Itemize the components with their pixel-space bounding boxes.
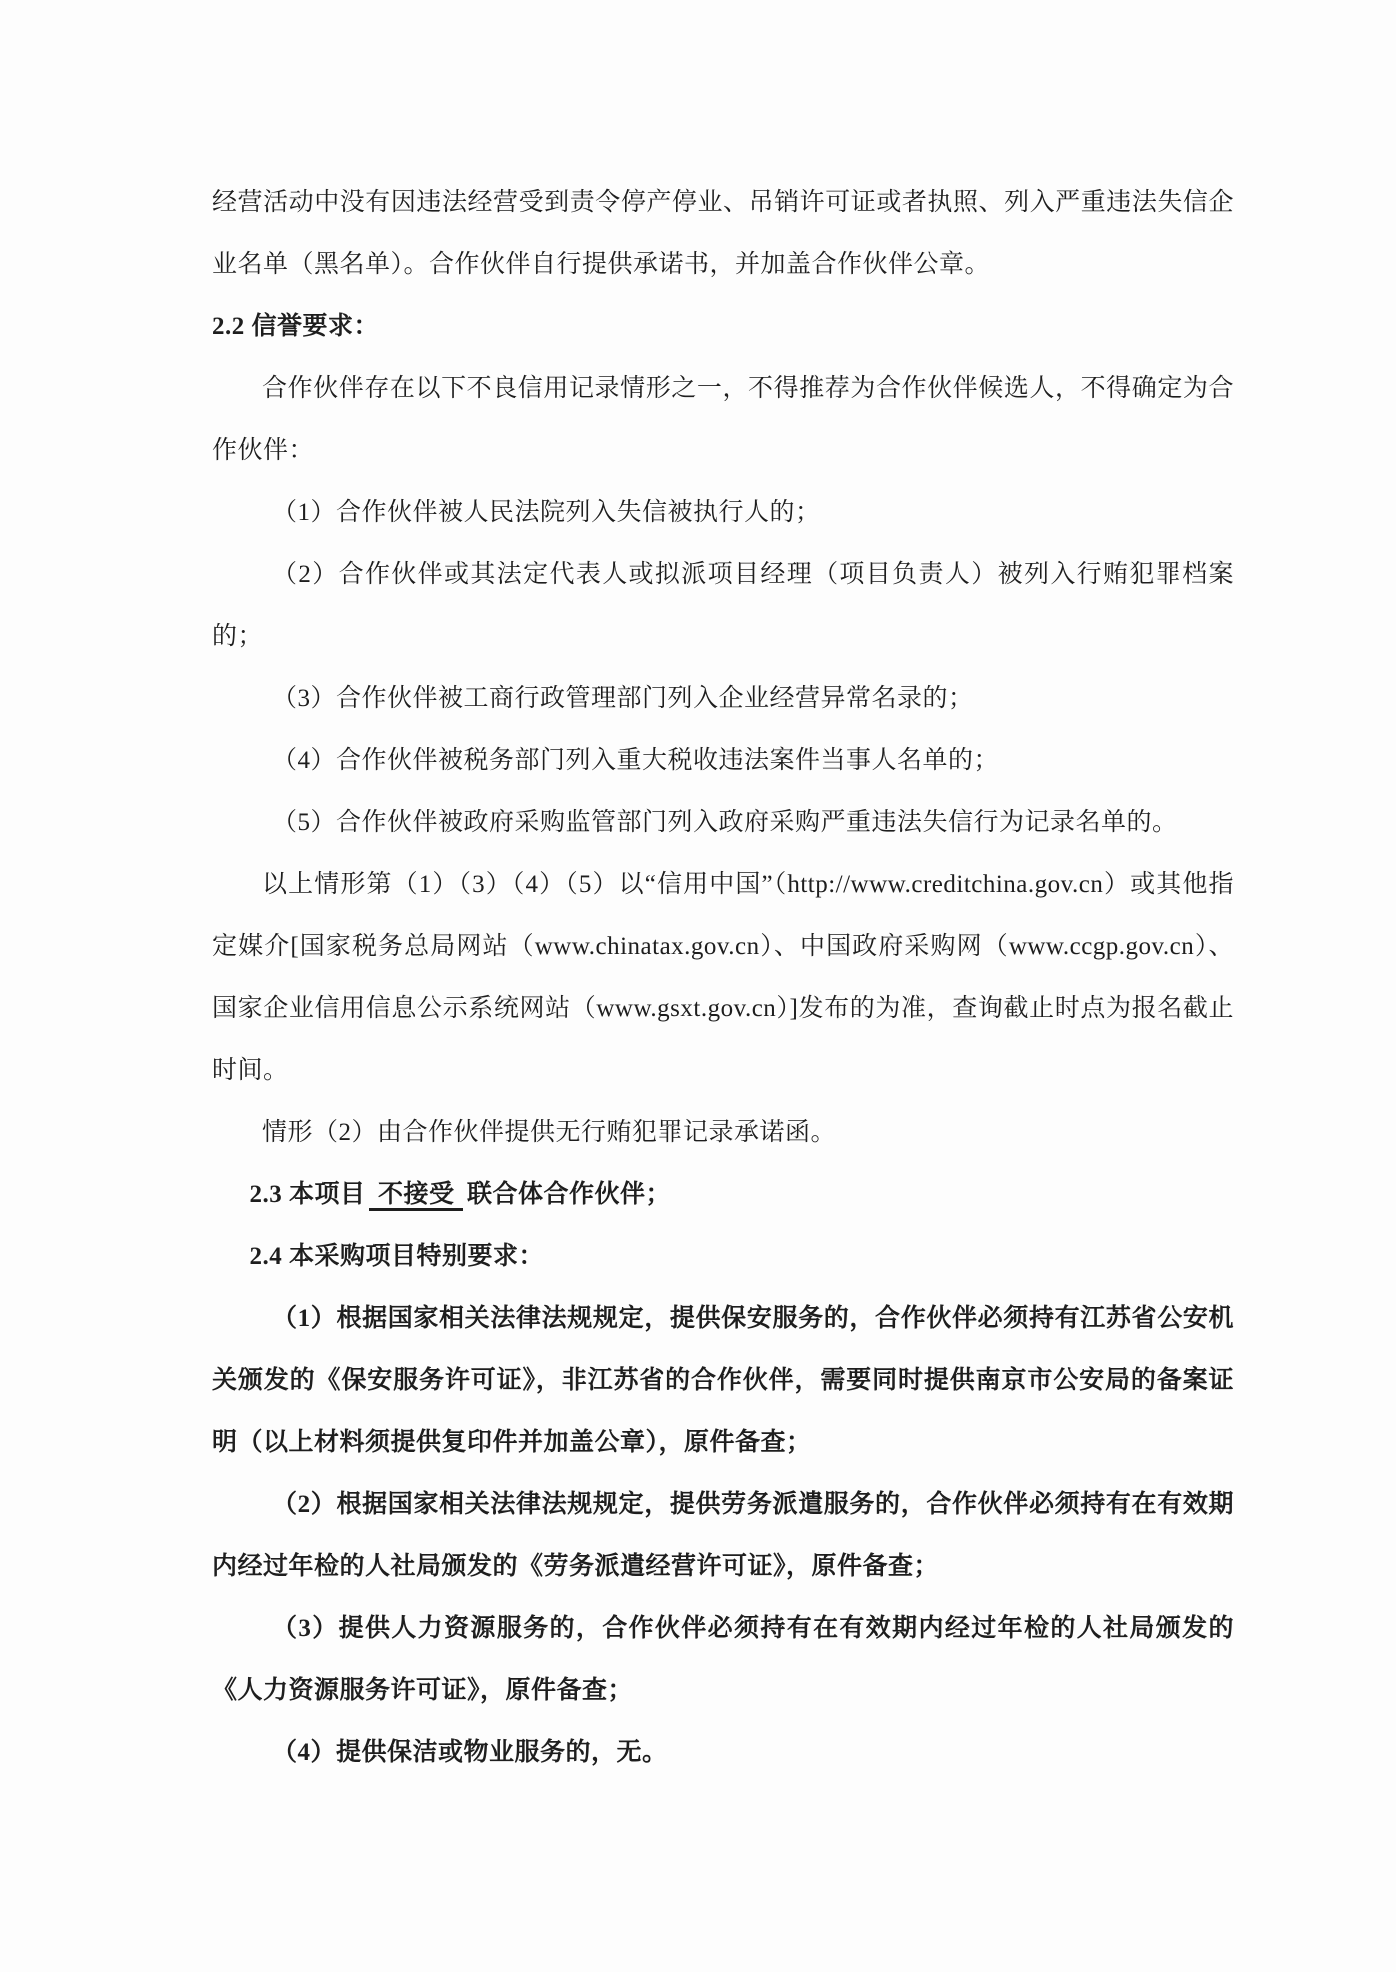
document-body (212, 172, 1234, 1784)
special-requirement-item-2: （2）根据国家相关法律法规规定，提供劳务派遣服务的，合作伙伴必须持有在有效期内经过年检的人社局颁发的《劳务派遣经营许可证》，原件备查； (212, 1491, 1234, 1580)
section-2-3-prefix: 2.3 本项目 (249, 1181, 366, 1208)
section-2-3-underlined-term: 不接受 (369, 1181, 463, 1211)
section-2-2-heading: 2.2 信誉要求： (212, 313, 380, 340)
special-requirement-item-3: （3）提供人力资源服务的，合作伙伴必须持有在有效期内经过年检的人社局颁发的《人力资源服务许可证》，原件备查； (212, 1615, 1234, 1704)
special-requirement-item-1: （1）根据国家相关法律法规规定，提供保安服务的，合作伙伴必须持有江苏省公安机关颁发的《保安服务许可证》，非江苏省的合作伙伴，需要同时提供南京市公安局的备案证明（以上材料须提供复印件并加盖公章），原件备查； (212, 1305, 1234, 1456)
section-2-4-heading: 2.4 本采购项目特别要求： (249, 1243, 545, 1270)
section-2-3-line (212, 1164, 1234, 1226)
credit-record-item-3: （3）合作伙伴被工商行政管理部门列入企业经营异常名录的； (272, 685, 974, 712)
verification-source-paragraph: 以上情形第（1）（3）（4）（5）以“信用中国”（http://www.creditchina.gov.cn）或其他指定媒介[国家税务总局网站（www.chinatax.gov.cn）、中国政府采购网（www.ccgp.gov.cn）、国家企业信用信息公示系统网站（www.gsxt.gov.cn）]发布的为准，查询截止时点为报名截止时间。 (212, 871, 1234, 1084)
credit-record-item-4: （4）合作伙伴被税务部门列入重大税收违法案件当事人名单的； (272, 747, 1000, 774)
section-2-3-suffix: 联合体合作伙伴； (467, 1181, 672, 1208)
credit-record-item-2: （2）合作伙伴或其法定代表人或拟派项目经理（项目负责人）被列入行贿犯罪档案的； (212, 561, 1234, 650)
credit-record-item-5: （5）合作伙伴被政府采购监管部门列入政府采购严重违法失信行为记录名单的。 (272, 809, 1178, 836)
case-2-note: 情形（2）由合作伙伴提供无行贿犯罪记录承诺函。 (262, 1119, 837, 1146)
special-requirement-item-4: （4）提供保洁或物业服务的，无。 (272, 1739, 668, 1766)
paragraph-continuation: 经营活动中没有因违法经营受到责令停产停业、吊销许可证或者执照、列入严重违法失信企业名单（黑名单）。合作伙伴自行提供承诺书，并加盖合作伙伴公章。 (212, 189, 1234, 278)
section-2-2-intro: 合作伙伴存在以下不良信用记录情形之一，不得推荐为合作伙伴候选人，不得确定为合作伙伴： (212, 375, 1234, 464)
credit-record-item-1: （1）合作伙伴被人民法院列入失信被执行人的； (272, 499, 821, 526)
